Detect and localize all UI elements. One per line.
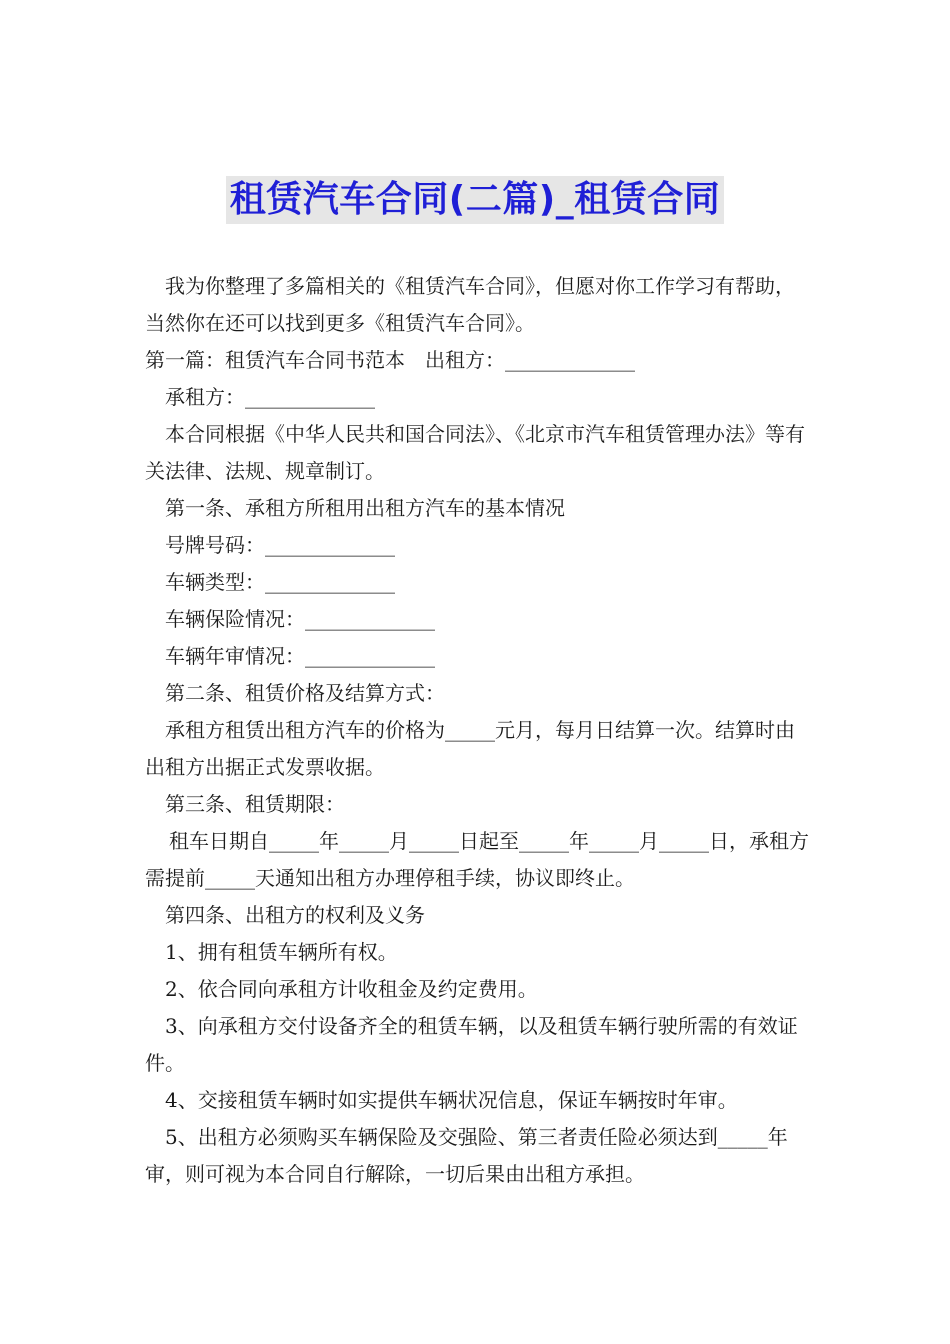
paragraph-vehicle-type: 车辆类型：_____________ xyxy=(165,570,395,594)
document-title: 租赁汽车合同(二篇)_租赁合同 xyxy=(226,176,724,224)
paragraph-insurance: 车辆保险情况：_____________ xyxy=(165,607,435,631)
list-item-4: 4、交接租赁车辆时如实提供车辆状况信息，保证车辆按时年审。 xyxy=(165,1088,738,1112)
paragraph-intro: 我为你整理了多篇相关的《租赁汽车合同》，但愿对你工作学习有帮助，当然你在还可以找到更多《租赁汽车合同》。 xyxy=(145,274,795,335)
document-body xyxy=(145,268,810,1193)
paragraph-price: 承租方租赁出租方汽车的价格为_____元月，每月日结算一次。结算时由出租方出据正式发票收据。 xyxy=(145,718,795,779)
paragraph-rental-period: 租车日期自_____年_____月_____日起至_____年_____月_____日，承租方需提前_____天通知出租方办理停租手续，协议即终止。 xyxy=(145,829,809,890)
paragraph-first-article-heading: 第一篇：租赁汽车合同书范本 出租方：_____________ xyxy=(145,348,635,372)
paragraph-article-2: 第二条、租赁价格及结算方式： xyxy=(165,681,445,705)
paragraph-plate-number: 号牌号码：_____________ xyxy=(165,533,395,557)
title-wrap xyxy=(0,176,950,224)
paragraph-lessee: 承租方：_____________ xyxy=(165,385,375,409)
list-item-5: 5、出租方必须购买车辆保险及交强险、第三者责任险必须达到_____年审，则可视为本合同自行解除，一切后果由出租方承担。 xyxy=(145,1125,788,1186)
paragraph-article-1: 第一条、承租方所租用出租方汽车的基本情况 xyxy=(165,496,565,520)
list-item-1: 1、拥有租赁车辆所有权。 xyxy=(165,940,398,964)
paragraph-legal-basis: 本合同根据《中华人民共和国合同法》、《北京市汽车租赁管理办法》等有关法律、法规、规章制订。 xyxy=(145,422,805,483)
paragraph-annual-review: 车辆年审情况：_____________ xyxy=(165,644,435,668)
paragraph-article-4: 第四条、出租方的权利及义务 xyxy=(165,903,425,927)
list-item-2: 2、依合同向承租方计收租金及约定费用。 xyxy=(165,977,538,1001)
paragraph-article-3: 第三条、租赁期限： xyxy=(165,792,345,816)
list-item-3: 3、向承租方交付设备齐全的租赁车辆，以及租赁车辆行驶所需的有效证件。 xyxy=(145,1014,798,1075)
